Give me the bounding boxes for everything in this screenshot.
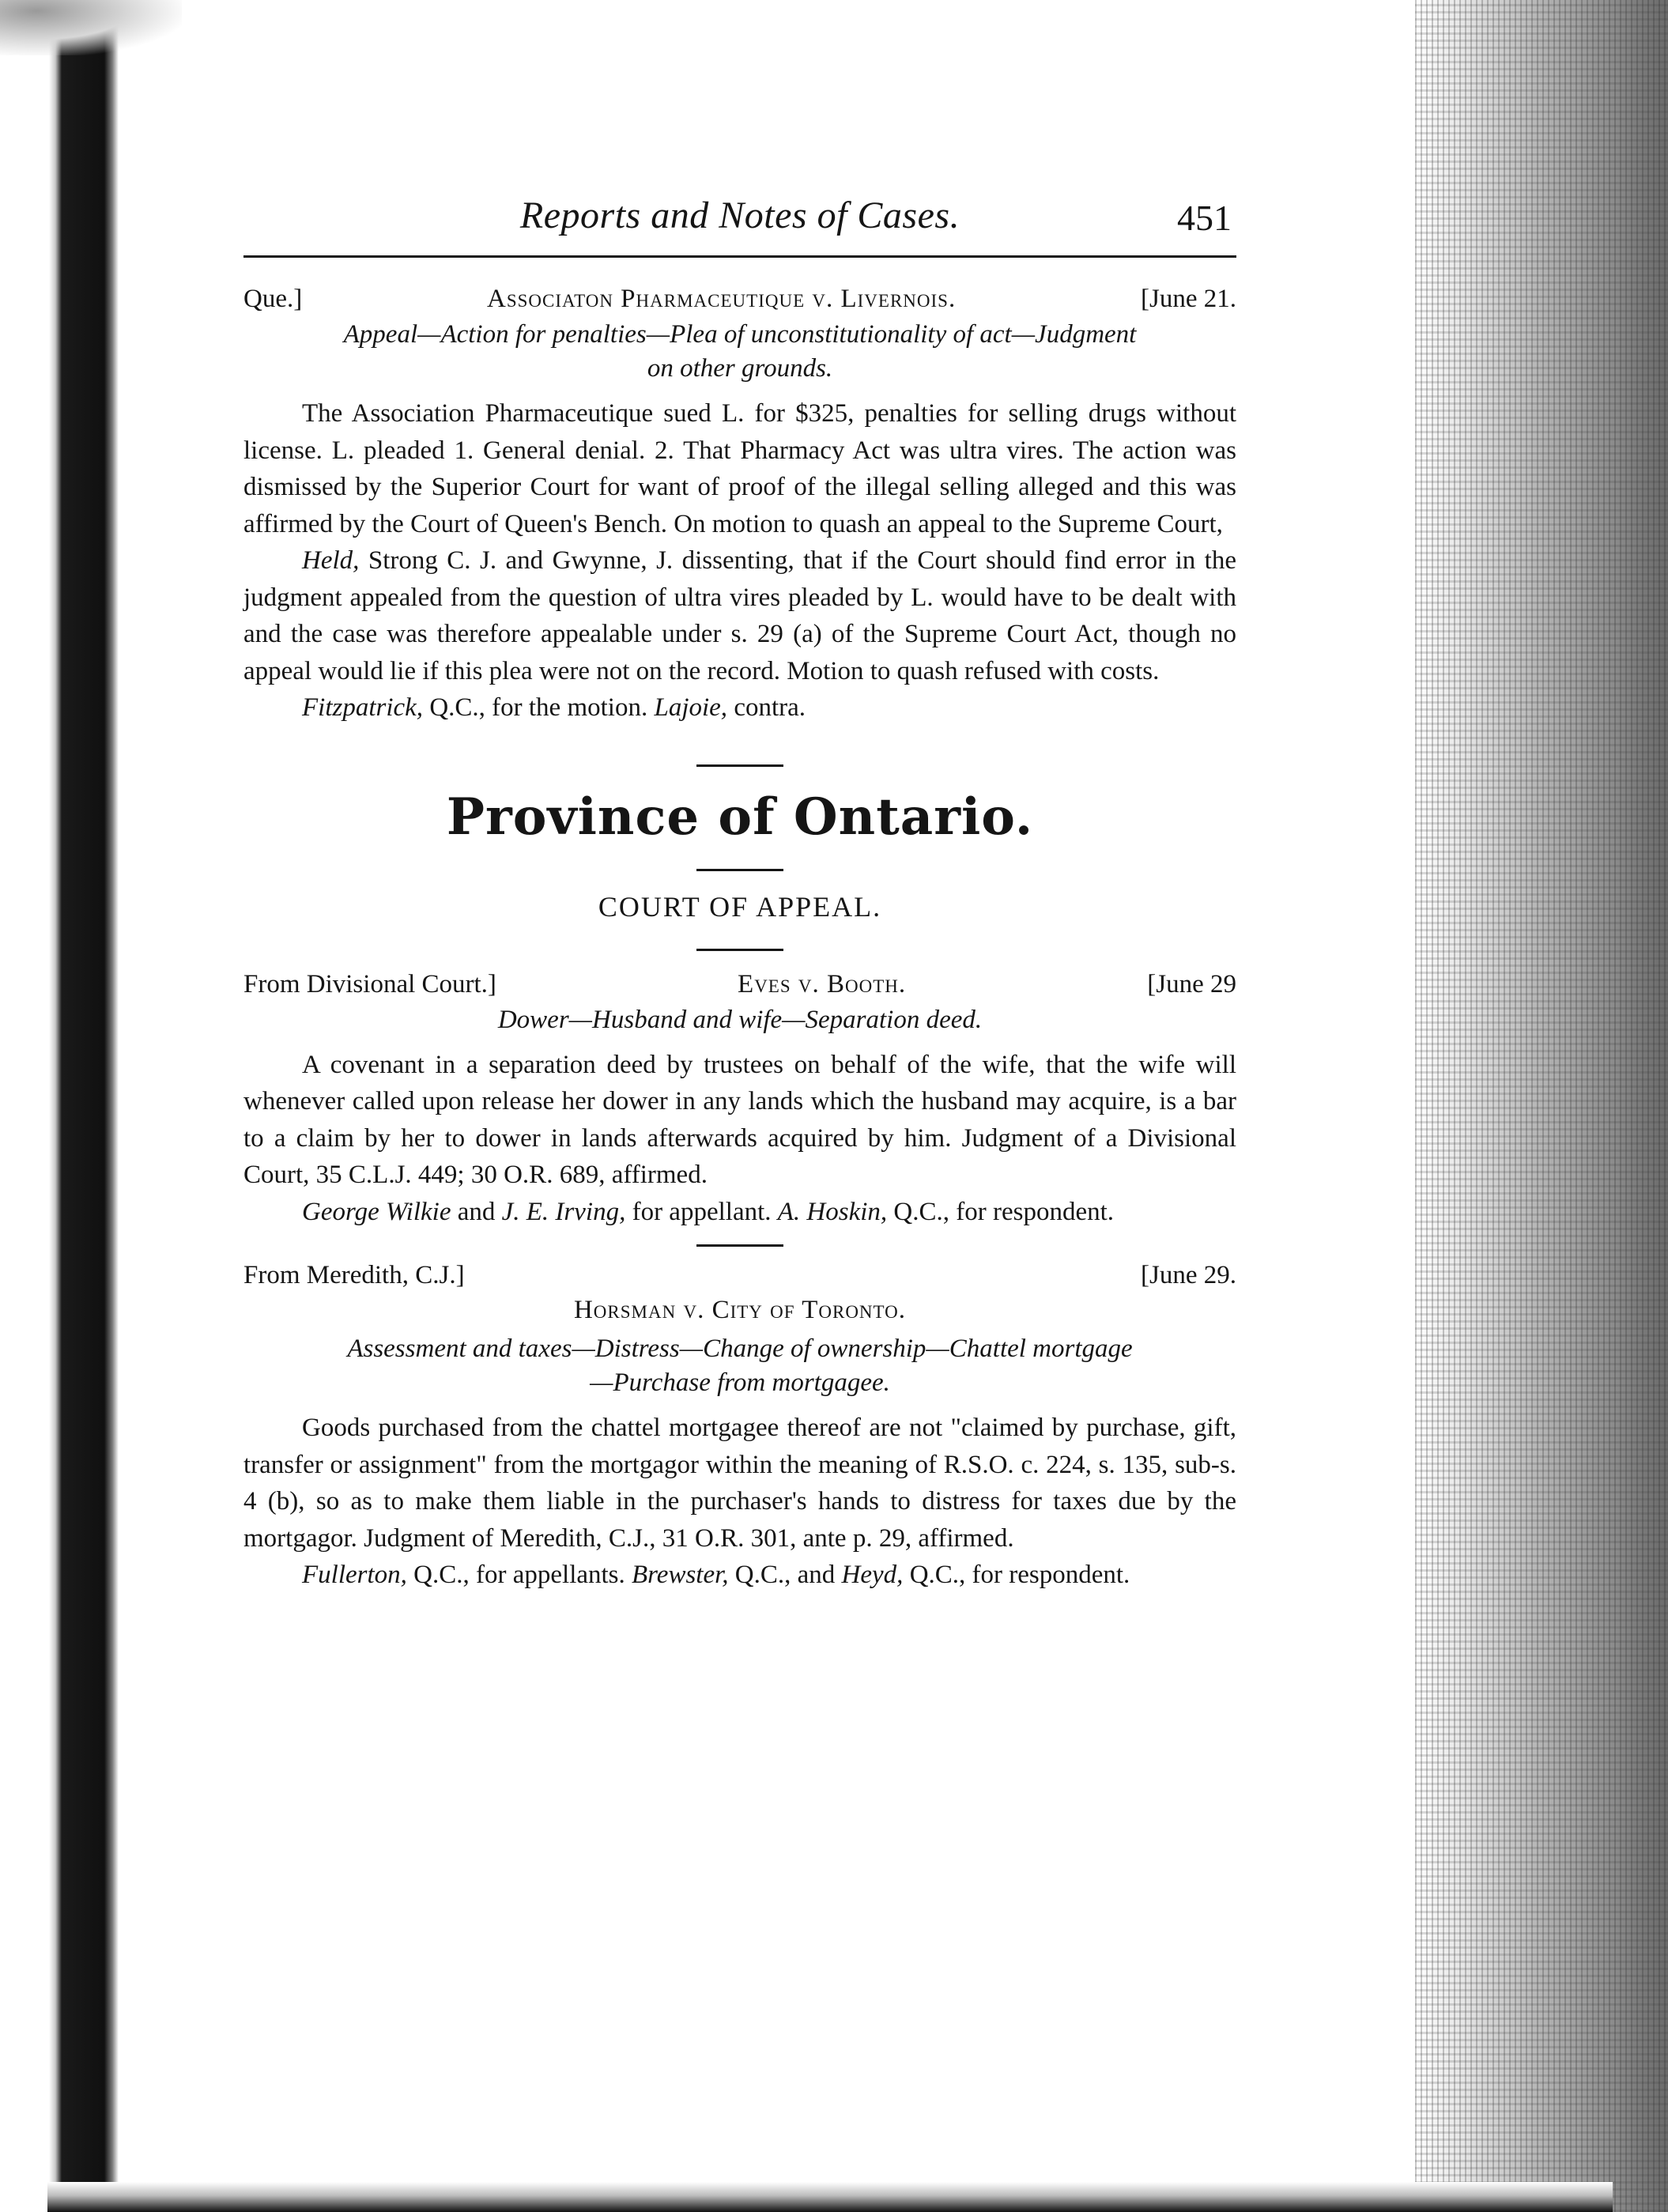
counsel-joiner: and	[451, 1197, 502, 1226]
held-word: Held,	[302, 546, 360, 575]
case-3-headnote-line-1: Assessment and taxes—Distress—Change of ownership—Chattel mortgage	[347, 1334, 1133, 1363]
section-divider	[696, 949, 783, 951]
case-3-summary: Goods purchased from the chattel mortgagee thereof are not "claimed by purchase, gift, transfer or assignment" from the mortgagor within the meaning of R.S.O. c. 224, s. 135, sub-s. 4 (b), so as to make them liable in the purchaser's hands to distress for taxes due by the mortgagor. Judgment of Meredith, C.J., 31 O.R. 301, ante p. 29, affirmed.	[243, 1414, 1236, 1553]
section-divider	[696, 764, 783, 767]
counsel-role: Q.C., for respondent.	[903, 1561, 1130, 1589]
case-3-date: [June 29.	[1141, 1261, 1236, 1289]
page-content	[243, 194, 1236, 1594]
running-head	[243, 194, 1236, 244]
case-2-headnote: Dower—Husband and wife—Separation deed.	[497, 1005, 983, 1034]
case-3-headnote	[243, 1332, 1236, 1400]
case-1-summary: The Association Pharmaceutique sued L. for $325, penalties for selling drugs without license. L. pleaded 1. General denial. 2. That Pharmacy Act was ultra vires. The action was dismissed by the Superior Court for want of proof of the illegal selling alleged and this was affirmed by the Court of Queen's Bench. On motion to quash an appeal to the Supreme Court,	[243, 399, 1236, 538]
case-1-headnote-line-1: Appeal—Action for penalties—Plea of unconstitutionality of act—Judgment	[343, 320, 1137, 349]
case-2-heading	[243, 967, 1236, 1002]
province-heading: Province of Ontario.	[446, 787, 1034, 847]
running-title: Reports and Notes of Cases.	[519, 194, 960, 236]
case-1-holding-text: Strong C. J. and Gwynne, J. dissenting, that if the Court should find error in the judgment appealed from the question of ultra vires pleaded by L. would have to be dealt with and the case was therefore appealable under s. 29 (a) of the Supreme Court Act, though no appeal would lie if this plea were not on the record. Motion to quash refused with costs.	[243, 546, 1236, 685]
case-3-title: Horsman v. City of Toronto.	[573, 1296, 907, 1324]
counsel-name: J. E. Irving,	[501, 1197, 626, 1226]
page-edge-texture	[1415, 0, 1668, 2212]
case-2-summary: A covenant in a separation deed by trustees on behalf of the wife, that the wife will whenever called upon release her dower in any lands which the husband may acquire, is a bar to a claim by her to dower in lands afterwards acquired by him. Judgment of a Divisional Court, 35 C.L.J. 449; 30 O.R. 689, affirmed.	[243, 1050, 1236, 1189]
header-rule	[243, 255, 1236, 258]
court-heading: COURT OF APPEAL.	[598, 890, 882, 923]
case-2-date: [June 29	[1147, 969, 1236, 998]
page-number: 451	[1177, 198, 1232, 238]
case-3-counsel	[243, 1557, 1236, 1594]
case-1-court: Que.]	[243, 285, 303, 313]
case-2-counsel	[243, 1194, 1236, 1231]
case-3-court: From Meredith, C.J.]	[243, 1261, 465, 1289]
case-1-headnote	[243, 318, 1236, 386]
case-1-title: Associaton Pharmaceutique v. Livernois.	[486, 285, 957, 313]
counsel-name: Fitzpatrick,	[302, 693, 424, 722]
case-1-heading	[243, 281, 1236, 316]
counsel-name: Brewster,	[632, 1561, 729, 1589]
section-divider	[696, 1244, 783, 1247]
counsel-role: Q.C., for the motion.	[423, 693, 655, 722]
binding-shadow	[0, 0, 119, 2212]
counsel-role: contra.	[727, 693, 806, 722]
counsel-name: Heyd,	[841, 1561, 904, 1589]
case-2-court: From Divisional Court.]	[243, 969, 496, 998]
case-3-headnote-line-2: —Purchase from mortgagee.	[590, 1368, 890, 1397]
case-2-title: Eves v. Booth.	[738, 969, 907, 998]
counsel-role: Q.C., for respondent.	[887, 1197, 1115, 1226]
bottom-edge-shadow	[47, 2182, 1613, 2212]
case-1-headnote-line-2: on other grounds.	[647, 354, 833, 383]
counsel-role: Q.C., and	[728, 1561, 842, 1589]
case-3-heading	[243, 1258, 1236, 1293]
case-1-counsel	[243, 689, 1236, 727]
case-1-date: [June 21.	[1141, 285, 1236, 313]
counsel-name: Fullerton,	[302, 1561, 407, 1589]
counsel-name: A. Hoskin,	[777, 1197, 888, 1226]
case-1-holding	[243, 542, 1236, 689]
counsel-role: Q.C., for appellants.	[406, 1561, 632, 1589]
counsel-role: for appellant.	[625, 1197, 778, 1226]
section-divider	[696, 869, 783, 871]
counsel-name: George Wilkie	[302, 1197, 451, 1226]
scan-corner-smudge	[0, 0, 182, 55]
counsel-name: Lajoie,	[654, 693, 728, 722]
